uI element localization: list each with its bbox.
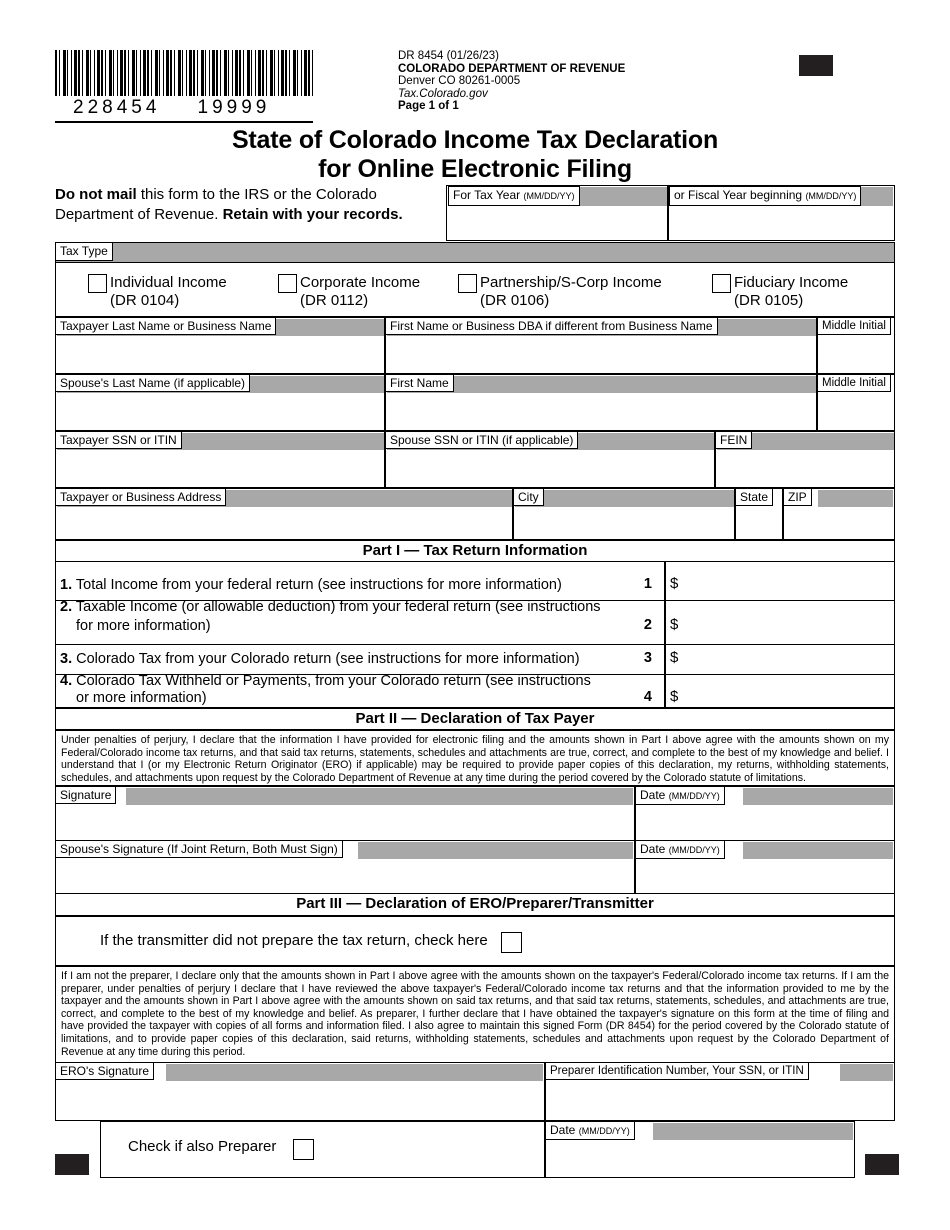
ero-date-label-text: Date [550,1123,576,1137]
part-1-line-2-desc: Taxable Income (or allowable deduction) from your federal return (see instructions [75,599,601,615]
part-1-line-1-num: 1. [60,577,73,593]
registration-mark-bottom-left [55,1154,89,1175]
spouse-middle-initial-input[interactable] [822,395,890,428]
do-not-mail-bold: Do not mail [55,186,137,203]
agency-website: Tax.Colorado.gov [398,87,488,100]
taxpayer-signature-shade [126,788,633,805]
part-3-declaration-text: If I am not the preparer, I declare only that the amounts shown in Part I above agree with the amounts shown on the taxpayer's Federal/Colorado income tax returns. If I am the preparer, under penalties of perjury I declare that I have reviewed the above taxpayer's Federal/Colorado income tax returns and that the information provided to me by the taxpayer and the amounts shown in Part I above agree with the amounts shown on said tax returns, and that said tax returns, statements, schedules, and attachments are true, correct, and complete to the best of my knowledge and belief. As preparer, I further declare that I have obtained the taxpayer's signature on this form at the time of filing and have provided the taxpayer with copies of all forms and information filed. I also agree to maintain this signed Form (DR 8454) for the period covered by the Colorado statute of limitations, and to provide paper copies of this declaration, said returns, withholding statements, schedules and attachments upon request by the Colorado Department of Revenue at any time during this period. [55,966,895,1064]
part-1-amount-divider [664,562,666,708]
check-also-preparer-row[interactable] [128,1136,317,1158]
tax-type-option-individual[interactable] [88,274,227,310]
registration-mark-bottom-right [865,1154,899,1175]
part-2-declaration-text: Under penalties of perjury, I declare that the information I have provided for electronic filing and the amounts shown in Part I above agree with the amounts shown on my Federal/Colorado income tax returns, and that said tax returns, statements, schedules and attachments are true, correct, and complete to the best of my knowledge and belief. I understand that I (or my Electronic Return Originator (ERO) if applicable) may be required to provide paper copies of this declaration, my returns, withholding statements, schedules, and attachments upon request by the Colorado Department of Revenue at any time during the period covered by the Colorado statute of limitations. [55,730,895,786]
spouse-first-name-input[interactable] [390,395,810,428]
spouse-ssn-input[interactable] [390,452,710,485]
tax-type-fiduciary-form: (DR 0105) [734,292,804,309]
page-title-line1: State of Colorado Income Tax Declaration [231,126,719,154]
first-name-dba-label: First Name or Business DBA if different from Business Name [385,317,718,335]
taxpayer-signature-input[interactable] [62,808,627,840]
ero-date-format: (MM/DD/YY) [578,1126,630,1136]
state-input[interactable] [740,509,780,537]
do-not-mail-notice [55,185,445,224]
spouse-middle-initial-label: Middle Initial [817,374,891,392]
part-1-line-2-text [60,598,625,617]
part-1-line-4-desc: Colorado Tax Withheld or Payments, from your Colorado return (see instructions [76,673,591,689]
taxpayer-ssn-label: Taxpayer SSN or ITIN [55,431,182,449]
middle-initial-label: Middle Initial [817,317,891,335]
part-1-line-3-boxnum: 3 [643,650,652,666]
part-1-line-4-dollar: $ [670,688,679,705]
checkbox-fiduciary-income[interactable] [712,274,731,293]
tax-type-partnership-form: (DR 0106) [480,292,550,309]
date-label-text: Date [640,788,666,802]
tax-type-band [55,242,895,262]
ero-signature-label: ERO's Signature [55,1062,154,1080]
middle-initial-input[interactable] [822,338,890,371]
zip-label: ZIP [783,488,812,506]
part-1-line-3-num: 3. [60,651,73,667]
fein-input[interactable] [720,452,890,485]
tax-type-corporate-label: Corporate Income [300,274,421,291]
part-3-heading: Part III — Declaration of ERO/Preparer/Transmitter [55,893,895,916]
address-input[interactable] [60,509,508,537]
fiscal-year-label-text: or Fiscal Year beginning [674,188,803,202]
spouse-date-label [635,840,725,859]
part-1-line-3-desc: Colorado Tax from your Colorado return (see instructions for more information) [76,651,580,667]
part-1-line-2-dollar: $ [670,616,679,633]
spouse-first-name-label: First Name [385,374,454,392]
date-format: (MM/DD/YY) [668,791,720,801]
agency-header [398,50,698,113]
part-1-line-1-input[interactable] [686,570,886,598]
spouse-signature-label: Spouse's Signature (If Joint Return, Both Must Sign) [55,840,343,858]
fiscal-year-input[interactable] [672,207,882,237]
spouse-date-shade [743,842,893,859]
transmitter-check-row[interactable] [100,930,525,952]
part-1-line-3-dollar: $ [670,649,679,666]
checkbox-corporate-income[interactable] [278,274,297,293]
tax-type-option-fiduciary[interactable] [712,274,848,310]
registration-mark-top-right [799,55,833,76]
zip-input[interactable] [788,509,888,537]
spouse-ssn-label: Spouse SSN or ITIN (if applicable) [385,431,578,449]
for-tax-year-label [448,186,580,206]
part-1-line-1-dollar: $ [670,575,679,592]
address-label: Taxpayer or Business Address [55,488,226,506]
part-1-line-4-num: 4. [60,673,73,689]
spouse-date-label-text: Date [640,842,666,856]
for-tax-year-input[interactable] [450,207,660,237]
city-label: City [513,488,544,506]
preparer-id-shade [840,1064,893,1081]
taxpayer-last-name-label: Taxpayer Last Name or Business Name [55,317,276,335]
taxpayer-date-input[interactable] [642,808,887,840]
part-1-line-3-input[interactable] [686,644,886,672]
part-1-line-1-desc: Total Income from your federal return (see instructions for more information) [75,577,562,593]
date-label [635,786,725,805]
ero-signature-input[interactable] [62,1084,538,1118]
tax-type-individual-label: Individual Income [110,274,227,291]
spouse-last-name-input[interactable] [60,395,380,428]
barcode-digits: 228454 19999 [73,97,271,118]
transmitter-check-label: If the transmitter did not prepare the tax return, check here [100,932,488,949]
part-1-line-4-text2: or more information) [76,690,207,706]
tax-type-individual-form: (DR 0104) [110,292,180,309]
part-1-line-1-boxnum: 1 [643,576,652,592]
taxpayer-ssn-input[interactable] [60,452,380,485]
spouse-last-name-label: Spouse's Last Name (if applicable) [55,374,250,392]
page-title [0,126,950,184]
part-2-heading: Part II — Declaration of Tax Payer [55,708,895,730]
zip-shade [818,490,893,507]
agency-address: Denver CO 80261-0005 [398,75,521,88]
barcode-block [55,50,313,123]
ero-date-shade [653,1123,853,1140]
part-1-line-4-input[interactable] [686,683,886,709]
spouse-signature-input[interactable] [62,862,627,892]
part-1-line-1-text [60,576,620,595]
state-label: State [735,488,773,506]
taxpayer-last-name-input[interactable] [60,338,380,371]
signature-label: Signature [55,786,116,804]
part-1-heading: Part I — Tax Return Information [55,540,895,562]
agency-name: COLORADO DEPARTMENT OF REVENUE [398,62,626,75]
checkbox-individual-income[interactable] [88,274,107,293]
tax-type-option-partnership[interactable] [458,274,662,310]
part-1-line-4-boxnum: 4 [643,689,652,705]
checkbox-also-preparer[interactable] [293,1139,314,1160]
part-1-line-2-text2: for more information) [76,618,211,634]
fiscal-year-format: (MM/DD/YY) [805,191,857,201]
spouse-date-input[interactable] [642,862,887,892]
part-1-line-2-num: 2. [60,599,73,615]
do-not-mail-mid: this form to the IRS or the Colorado Department of Revenue. [55,186,377,223]
checkbox-partnership-income[interactable] [458,274,477,293]
first-name-dba-input[interactable] [390,338,810,371]
preparer-id-label: Preparer Identification Number, Your SSN, or ITIN [545,1062,809,1080]
taxpayer-date-shade [743,788,893,805]
barcode-icon [55,50,313,96]
retain-records-bold: Retain with your records. [222,205,403,223]
tax-type-corporate-form: (DR 0112) [300,292,369,309]
tax-type-fiduciary-label: Fiduciary Income [734,274,849,291]
page-indicator: Page 1 of 1 [398,100,459,113]
ero-date-label [545,1121,635,1140]
form-number: DR 8454 (01/26/23) [398,50,500,62]
part-1-line-2-input[interactable] [686,610,886,638]
checkbox-transmitter-not-preparer[interactable] [501,932,522,953]
city-input[interactable] [518,509,730,537]
for-tax-year-format: (MM/DD/YY) [523,191,575,201]
page-title-line2: for Online Electronic Filing [318,155,632,183]
check-also-preparer-label: Check if also Preparer [128,1138,277,1155]
barcode-underline [55,121,313,123]
part-1-line-3-text [60,650,620,669]
tax-type-option-corporate[interactable] [278,274,420,310]
spouse-signature-shade [358,842,633,859]
for-tax-year-label-text: For Tax Year [453,188,521,202]
fein-label: FEIN [715,431,752,449]
part-1-line-2-boxnum: 2 [643,617,652,633]
tax-type-partnership-label: Partnership/S-Corp Income [480,274,662,291]
spouse-date-format: (MM/DD/YY) [668,845,720,855]
ero-signature-shade [166,1064,543,1081]
preparer-id-input[interactable] [552,1084,888,1118]
ero-date-input[interactable] [552,1143,848,1175]
city-shade [515,490,734,507]
tax-type-label: Tax Type [55,242,113,261]
fiscal-year-label [669,186,861,206]
